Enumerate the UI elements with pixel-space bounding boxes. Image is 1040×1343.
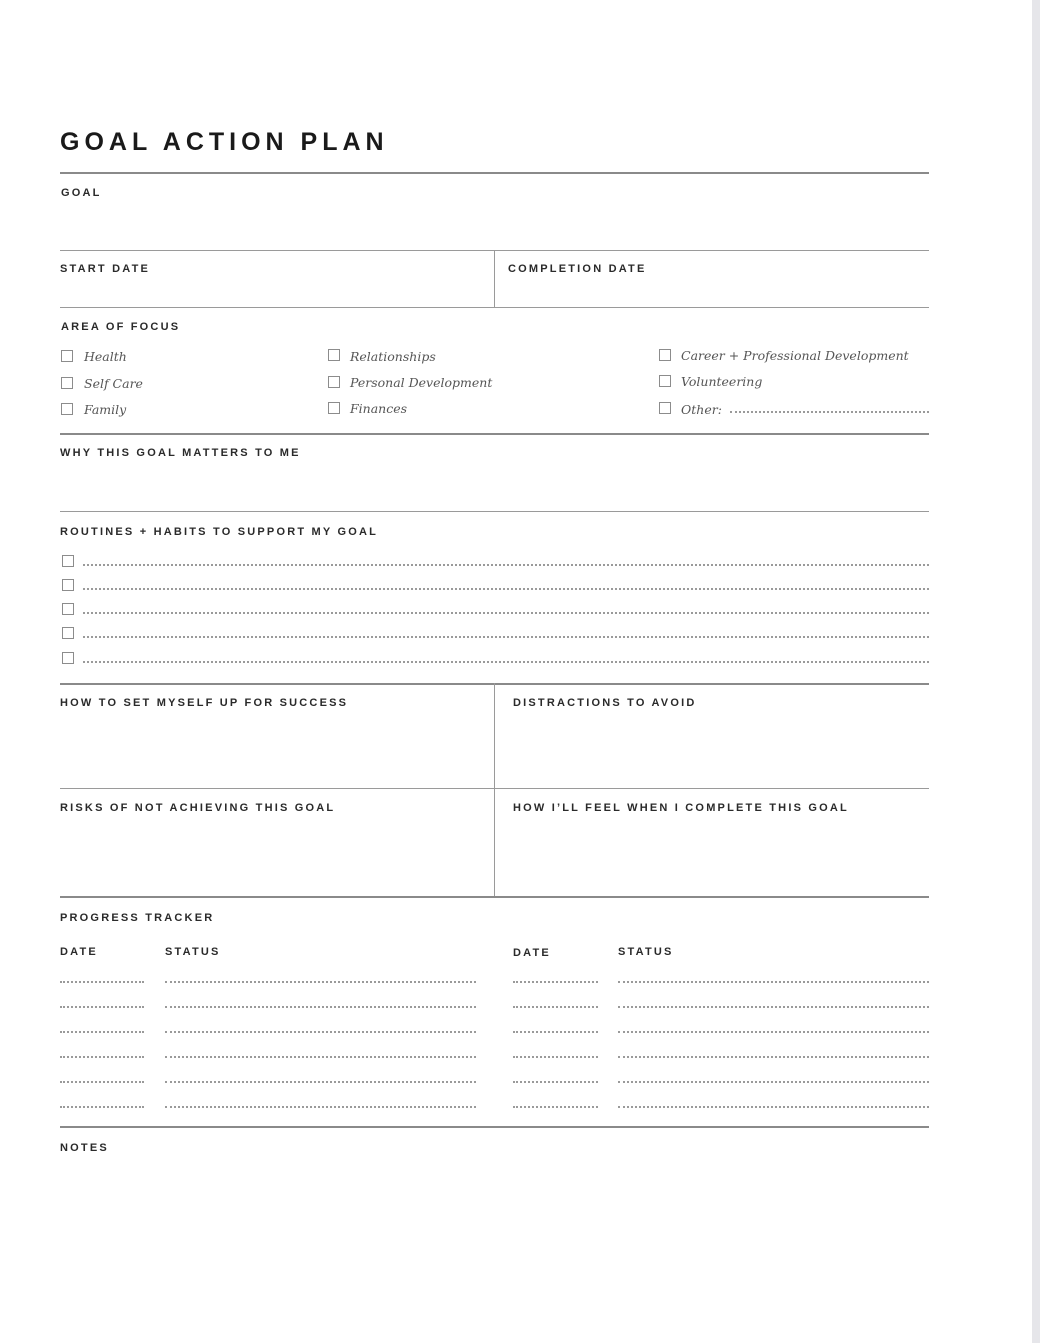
routine-checkbox[interactable] (62, 652, 74, 664)
focus-other-label: Other: (681, 402, 722, 417)
tracker-status-header-left: STATUS (165, 946, 221, 958)
tracker-date-line[interactable] (513, 981, 598, 983)
routine-checkbox[interactable] (62, 579, 74, 591)
divider (60, 896, 929, 898)
tracker-date-line[interactable] (60, 1056, 144, 1058)
focus-career-label: Career + Professional Development (681, 348, 909, 363)
focus-personal-development-label: Personal Development (350, 375, 493, 390)
routine-line[interactable] (83, 612, 929, 614)
focus-health-label: Health (84, 349, 127, 364)
tracker-status-header-right: STATUS (618, 946, 674, 958)
focus-family-checkbox[interactable] (61, 403, 73, 415)
tracker-status-line[interactable] (618, 1106, 929, 1108)
tracker-status-line[interactable] (618, 1081, 929, 1083)
tracker-date-line[interactable] (60, 1031, 144, 1033)
routines-label: ROUTINES + HABITS TO SUPPORT MY GOAL (60, 526, 379, 538)
focus-volunteering-checkbox[interactable] (659, 375, 671, 387)
tracker-status-line[interactable] (165, 981, 476, 983)
divider-vertical (494, 250, 495, 307)
area-of-focus-label: AREA OF FOCUS (61, 321, 181, 333)
tracker-status-line[interactable] (618, 1031, 929, 1033)
tracker-date-line[interactable] (513, 1006, 598, 1008)
page-edge (1032, 0, 1040, 1343)
notes-label: NOTES (60, 1142, 109, 1154)
tracker-date-line[interactable] (513, 1081, 598, 1083)
divider (60, 433, 929, 435)
tracker-status-line[interactable] (165, 1031, 476, 1033)
tracker-date-header-left: DATE (60, 946, 98, 958)
divider (60, 511, 929, 512)
focus-relationships-checkbox[interactable] (328, 349, 340, 361)
focus-other-checkbox[interactable] (659, 402, 671, 414)
why-matters-label: WHY THIS GOAL MATTERS TO ME (60, 447, 301, 459)
focus-other-line[interactable] (730, 411, 929, 413)
planner-sheet (60, 0, 929, 1343)
routine-checkbox[interactable] (62, 627, 74, 639)
focus-personal-development-checkbox[interactable] (328, 376, 340, 388)
tracker-status-line[interactable] (618, 1056, 929, 1058)
routine-line[interactable] (83, 661, 929, 663)
risks-label: RISKS OF NOT ACHIEVING THIS GOAL (60, 802, 336, 814)
tracker-date-line[interactable] (513, 1056, 598, 1058)
routine-line[interactable] (83, 636, 929, 638)
tracker-date-line[interactable] (60, 1081, 144, 1083)
completion-date-label: COMPLETION DATE (508, 263, 647, 275)
routine-line[interactable] (83, 588, 929, 590)
divider-vertical (494, 683, 495, 896)
tracker-status-line[interactable] (165, 1006, 476, 1008)
focus-family-label: Family (84, 402, 127, 417)
divider (60, 307, 929, 308)
focus-self-care-checkbox[interactable] (61, 377, 73, 389)
tracker-status-line[interactable] (618, 1006, 929, 1008)
tracker-date-header-right: DATE (513, 947, 551, 959)
tracker-status-line[interactable] (165, 1106, 476, 1108)
distractions-label: DISTRACTIONS TO AVOID (513, 697, 697, 709)
tracker-status-line[interactable] (618, 981, 929, 983)
tracker-date-line[interactable] (513, 1031, 598, 1033)
goal-label: GOAL (61, 187, 102, 199)
focus-career-checkbox[interactable] (659, 349, 671, 361)
focus-finances-label: Finances (350, 401, 408, 416)
routine-checkbox[interactable] (62, 603, 74, 615)
set-up-success-label: HOW TO SET MYSELF UP FOR SUCCESS (60, 697, 349, 709)
routine-checkbox[interactable] (62, 555, 74, 567)
tracker-date-line[interactable] (60, 1106, 144, 1108)
routine-line[interactable] (83, 564, 929, 566)
divider (60, 788, 929, 789)
start-date-label: START DATE (60, 263, 151, 275)
page-title: GOAL ACTION PLAN (60, 128, 389, 156)
divider (60, 1126, 929, 1128)
focus-relationships-label: Relationships (350, 349, 436, 364)
tracker-date-line[interactable] (60, 1006, 144, 1008)
focus-health-checkbox[interactable] (61, 350, 73, 362)
tracker-date-line[interactable] (60, 981, 144, 983)
tracker-status-line[interactable] (165, 1081, 476, 1083)
focus-self-care-label: Self Care (84, 376, 143, 391)
progress-tracker-label: PROGRESS TRACKER (60, 912, 215, 924)
tracker-status-line[interactable] (165, 1056, 476, 1058)
how-feel-label: HOW I’LL FEEL WHEN I COMPLETE THIS GOAL (513, 802, 849, 814)
focus-volunteering-label: Volunteering (681, 374, 763, 389)
divider (60, 172, 929, 174)
focus-finances-checkbox[interactable] (328, 402, 340, 414)
tracker-date-line[interactable] (513, 1106, 598, 1108)
